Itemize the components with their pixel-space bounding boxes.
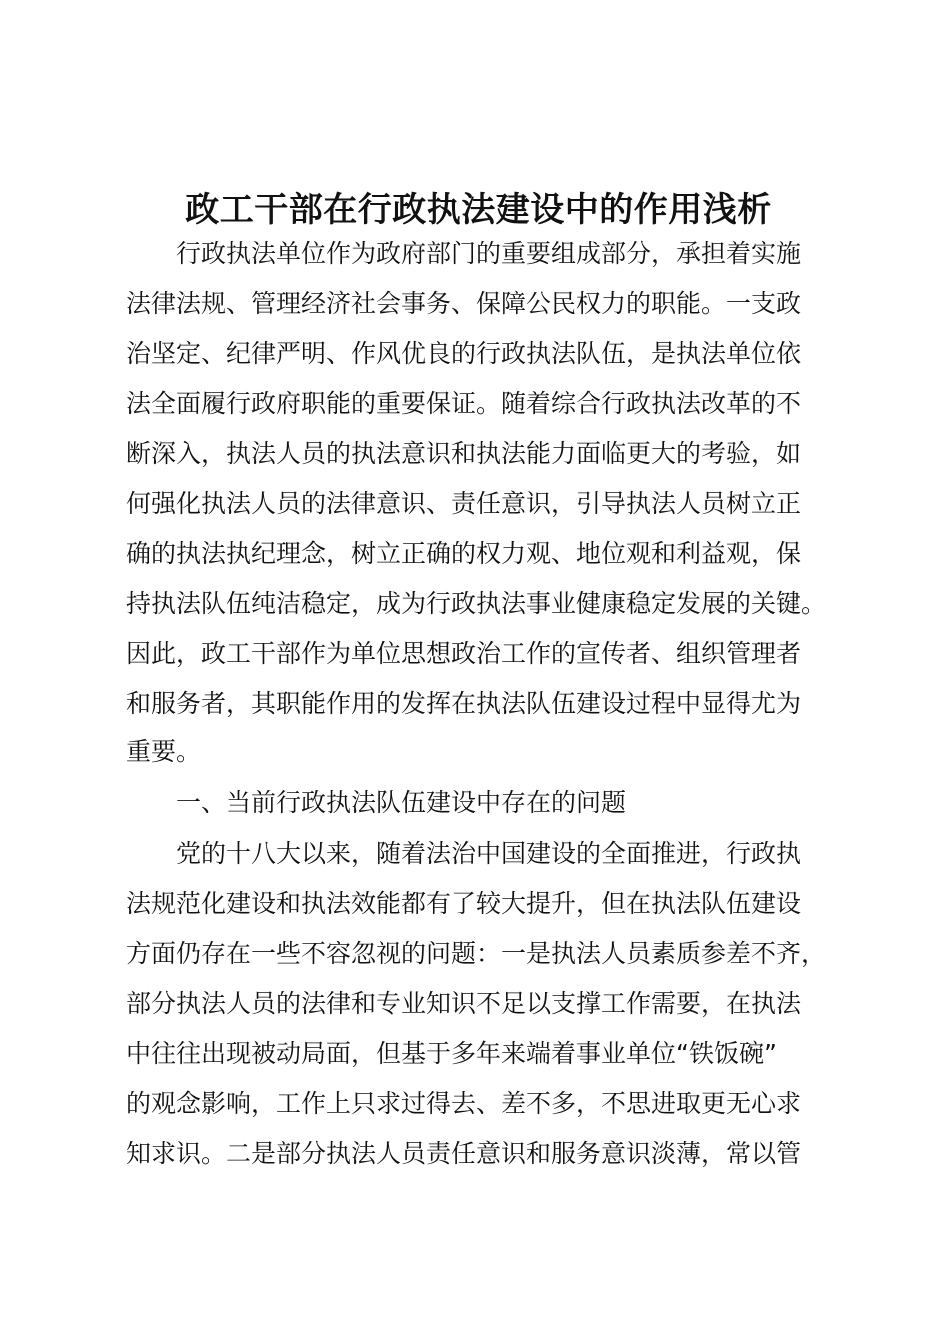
paragraph-line: 因此，政工干部作为单位思想政治工作的宣传者、组织管理者 <box>126 639 802 668</box>
paragraph-line: 重要。 <box>126 737 202 766</box>
paragraph-line: 知求识。二是部分执法人员责任意识和服务意识淡薄，常以管 <box>126 1139 802 1168</box>
paragraph-line: 治坚定、纪律严明、作风优良的行政执法队伍，是执法单位依 <box>126 339 802 368</box>
document-title: 政工干部在行政执法建设中的作用浅析 <box>185 190 772 230</box>
section-heading: 一、当前行政执法队伍建设中存在的问题 <box>176 788 627 817</box>
paragraph-line: 和服务者，其职能作用的发挥在执法队伍建设过程中显得尤为 <box>126 689 802 718</box>
paragraph-line: 方面仍存在一些不容忽视的问题：一是执法人员素质参差不齐， <box>126 939 827 968</box>
paragraph-line: 的观念影响，工作上只求过得去、差不多，不思进取更无心求 <box>126 1089 802 1118</box>
paragraph-line: 党的十八大以来，随着法治中国建设的全面推进，行政执 <box>176 839 802 868</box>
paragraph-line: 中往往出现被动局面，但基于多年来端着事业单位“铁饭碗” <box>126 1039 777 1068</box>
paragraph-line: 部分执法人员的法律和专业知识不足以支撑工作需要，在执法 <box>126 989 802 1018</box>
paragraph-line: 法规范化建设和执法效能都有了较大提升，但在执法队伍建设 <box>126 889 802 918</box>
paragraph-line: 确的执法执纪理念，树立正确的权力观、地位观和利益观，保 <box>126 539 802 568</box>
paragraph-line: 法全面履行政府职能的重要保证。随着综合行政执法改革的不 <box>126 389 802 418</box>
paragraph-line: 行政执法单位作为政府部门的重要组成部分，承担着实施 <box>176 239 802 268</box>
paragraph-line: 何强化执法人员的法律意识、责任意识，引导执法人员树立正 <box>126 489 802 518</box>
paragraph-line: 法律法规、管理经济社会事务、保障公民权力的职能。一支政 <box>126 289 802 318</box>
paragraph-line: 持执法队伍纯洁稳定，成为行政执法事业健康稳定发展的关键。 <box>126 589 827 618</box>
paragraph-line: 断深入，执法人员的执法意识和执法能力面临更大的考验，如 <box>126 439 802 468</box>
